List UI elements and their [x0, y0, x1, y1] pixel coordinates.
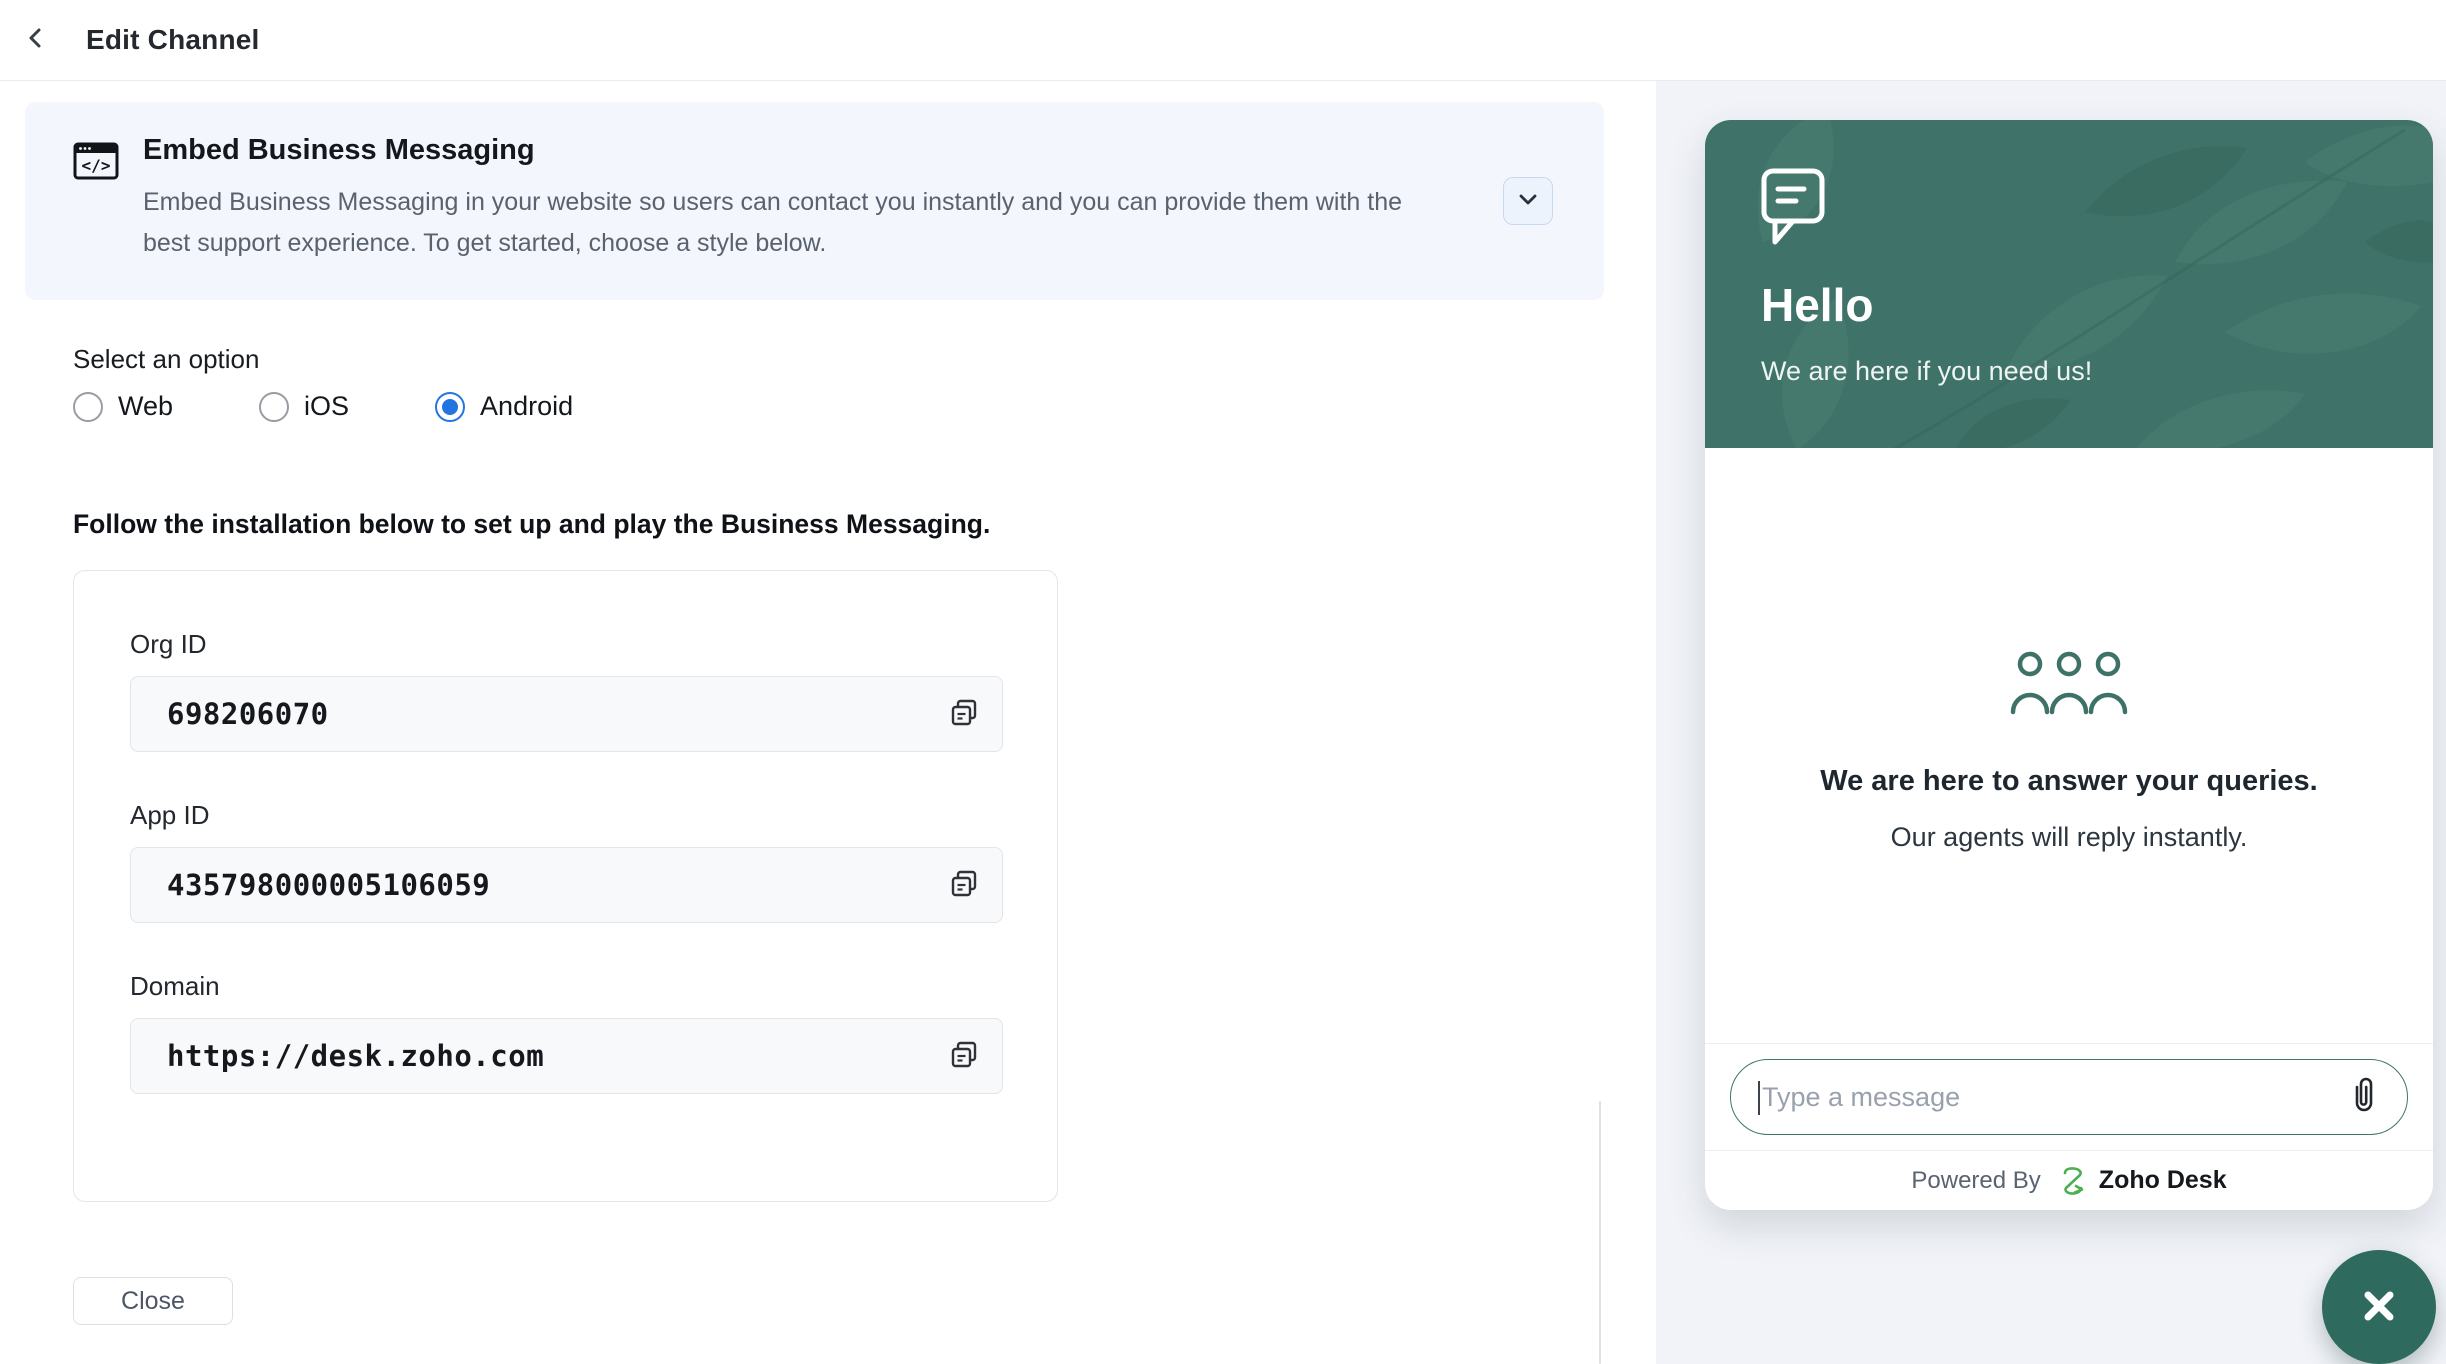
embed-info-box — [25, 102, 1604, 300]
radio-label-android: Android — [480, 391, 574, 421]
embed-info-description: Embed Business Messaging in your website so users can contact you instantly and you can provide them with the best support experience. To get started, choose a style below. — [143, 188, 1403, 257]
attachment-button[interactable] — [2341, 1072, 2385, 1122]
widget-input-bar — [1705, 1043, 2433, 1150]
preview-pane — [1656, 81, 2446, 1364]
radio-option-web[interactable] — [73, 391, 173, 422]
agents-people-icon — [2007, 650, 2131, 721]
radio-label-ios: iOS — [304, 391, 350, 421]
radio-label-web: Web — [118, 391, 174, 421]
radio-option-android[interactable] — [435, 391, 573, 422]
domain-box — [130, 1018, 1003, 1094]
widget-body — [1705, 448, 2433, 1043]
radio-option-ios[interactable] — [259, 391, 349, 422]
copy-icon — [948, 1039, 980, 1074]
platform-radio-group — [73, 391, 659, 422]
widget-body-title: We are here to answer your queries. — [1820, 765, 2318, 797]
page-title: Edit Channel — [86, 24, 260, 55]
installation-instruction: Follow the installation below to set up and play the Business Messaging. — [73, 509, 991, 539]
main-content — [0, 81, 1656, 1364]
top-bar — [0, 0, 2446, 81]
org-id-copy-button[interactable] — [942, 692, 986, 736]
embed-info-title: Embed Business Messaging — [143, 134, 535, 166]
domain-copy-button[interactable] — [942, 1034, 986, 1078]
powered-by-label: Powered By — [1911, 1166, 2041, 1194]
message-input-pill — [1730, 1059, 2408, 1135]
widget-header — [1705, 120, 2433, 448]
copy-icon — [948, 868, 980, 903]
chevron-down-icon — [1513, 185, 1543, 218]
scrollbar-thumb[interactable] — [1599, 1101, 1601, 1364]
org-id-input[interactable] — [131, 677, 1002, 751]
select-option-label: Select an option — [73, 344, 260, 374]
radio-circle-ios[interactable] — [259, 392, 289, 422]
back-button[interactable] — [14, 18, 58, 62]
message-input[interactable] — [1731, 1060, 2407, 1134]
chat-bubble-icon — [1761, 168, 1825, 257]
widget-body-subtitle: Our agents will reply instantly. — [1890, 822, 2248, 852]
domain-input[interactable] — [131, 1019, 1002, 1093]
radio-circle-web[interactable] — [73, 392, 103, 422]
paperclip-icon — [2348, 1076, 2378, 1119]
close-button[interactable]: Close — [73, 1277, 233, 1325]
domain-field-group — [130, 971, 1001, 1094]
domain-label: Domain — [130, 971, 220, 1001]
installation-card — [73, 570, 1058, 1202]
zoho-desk-logo-icon — [2055, 1164, 2089, 1198]
app-id-label: App ID — [130, 800, 210, 830]
code-window-icon — [73, 142, 119, 185]
org-id-box — [130, 676, 1003, 752]
widget-close-fab[interactable] — [2322, 1250, 2436, 1364]
copy-icon — [948, 697, 980, 732]
chevron-left-icon — [20, 22, 52, 59]
app-id-box — [130, 847, 1003, 923]
close-x-icon — [2358, 1285, 2400, 1330]
org-id-field-group — [130, 629, 1001, 752]
collapse-button[interactable] — [1503, 177, 1553, 225]
widget-greeting: Hello — [1761, 279, 1874, 331]
text-caret — [1758, 1081, 1760, 1115]
widget-tagline: We are here if you need us! — [1761, 356, 2093, 386]
app-id-field-group — [130, 800, 1001, 923]
brand-name: Zoho Desk — [2098, 1166, 2227, 1194]
org-id-label: Org ID — [130, 629, 207, 659]
app-id-copy-button[interactable] — [942, 863, 986, 907]
svg-text:</>: </> — [81, 156, 111, 175]
widget-footer — [1705, 1150, 2433, 1210]
chat-widget-preview — [1705, 120, 2433, 1210]
radio-circle-android[interactable] — [435, 392, 465, 422]
app-id-input[interactable] — [131, 848, 1002, 922]
